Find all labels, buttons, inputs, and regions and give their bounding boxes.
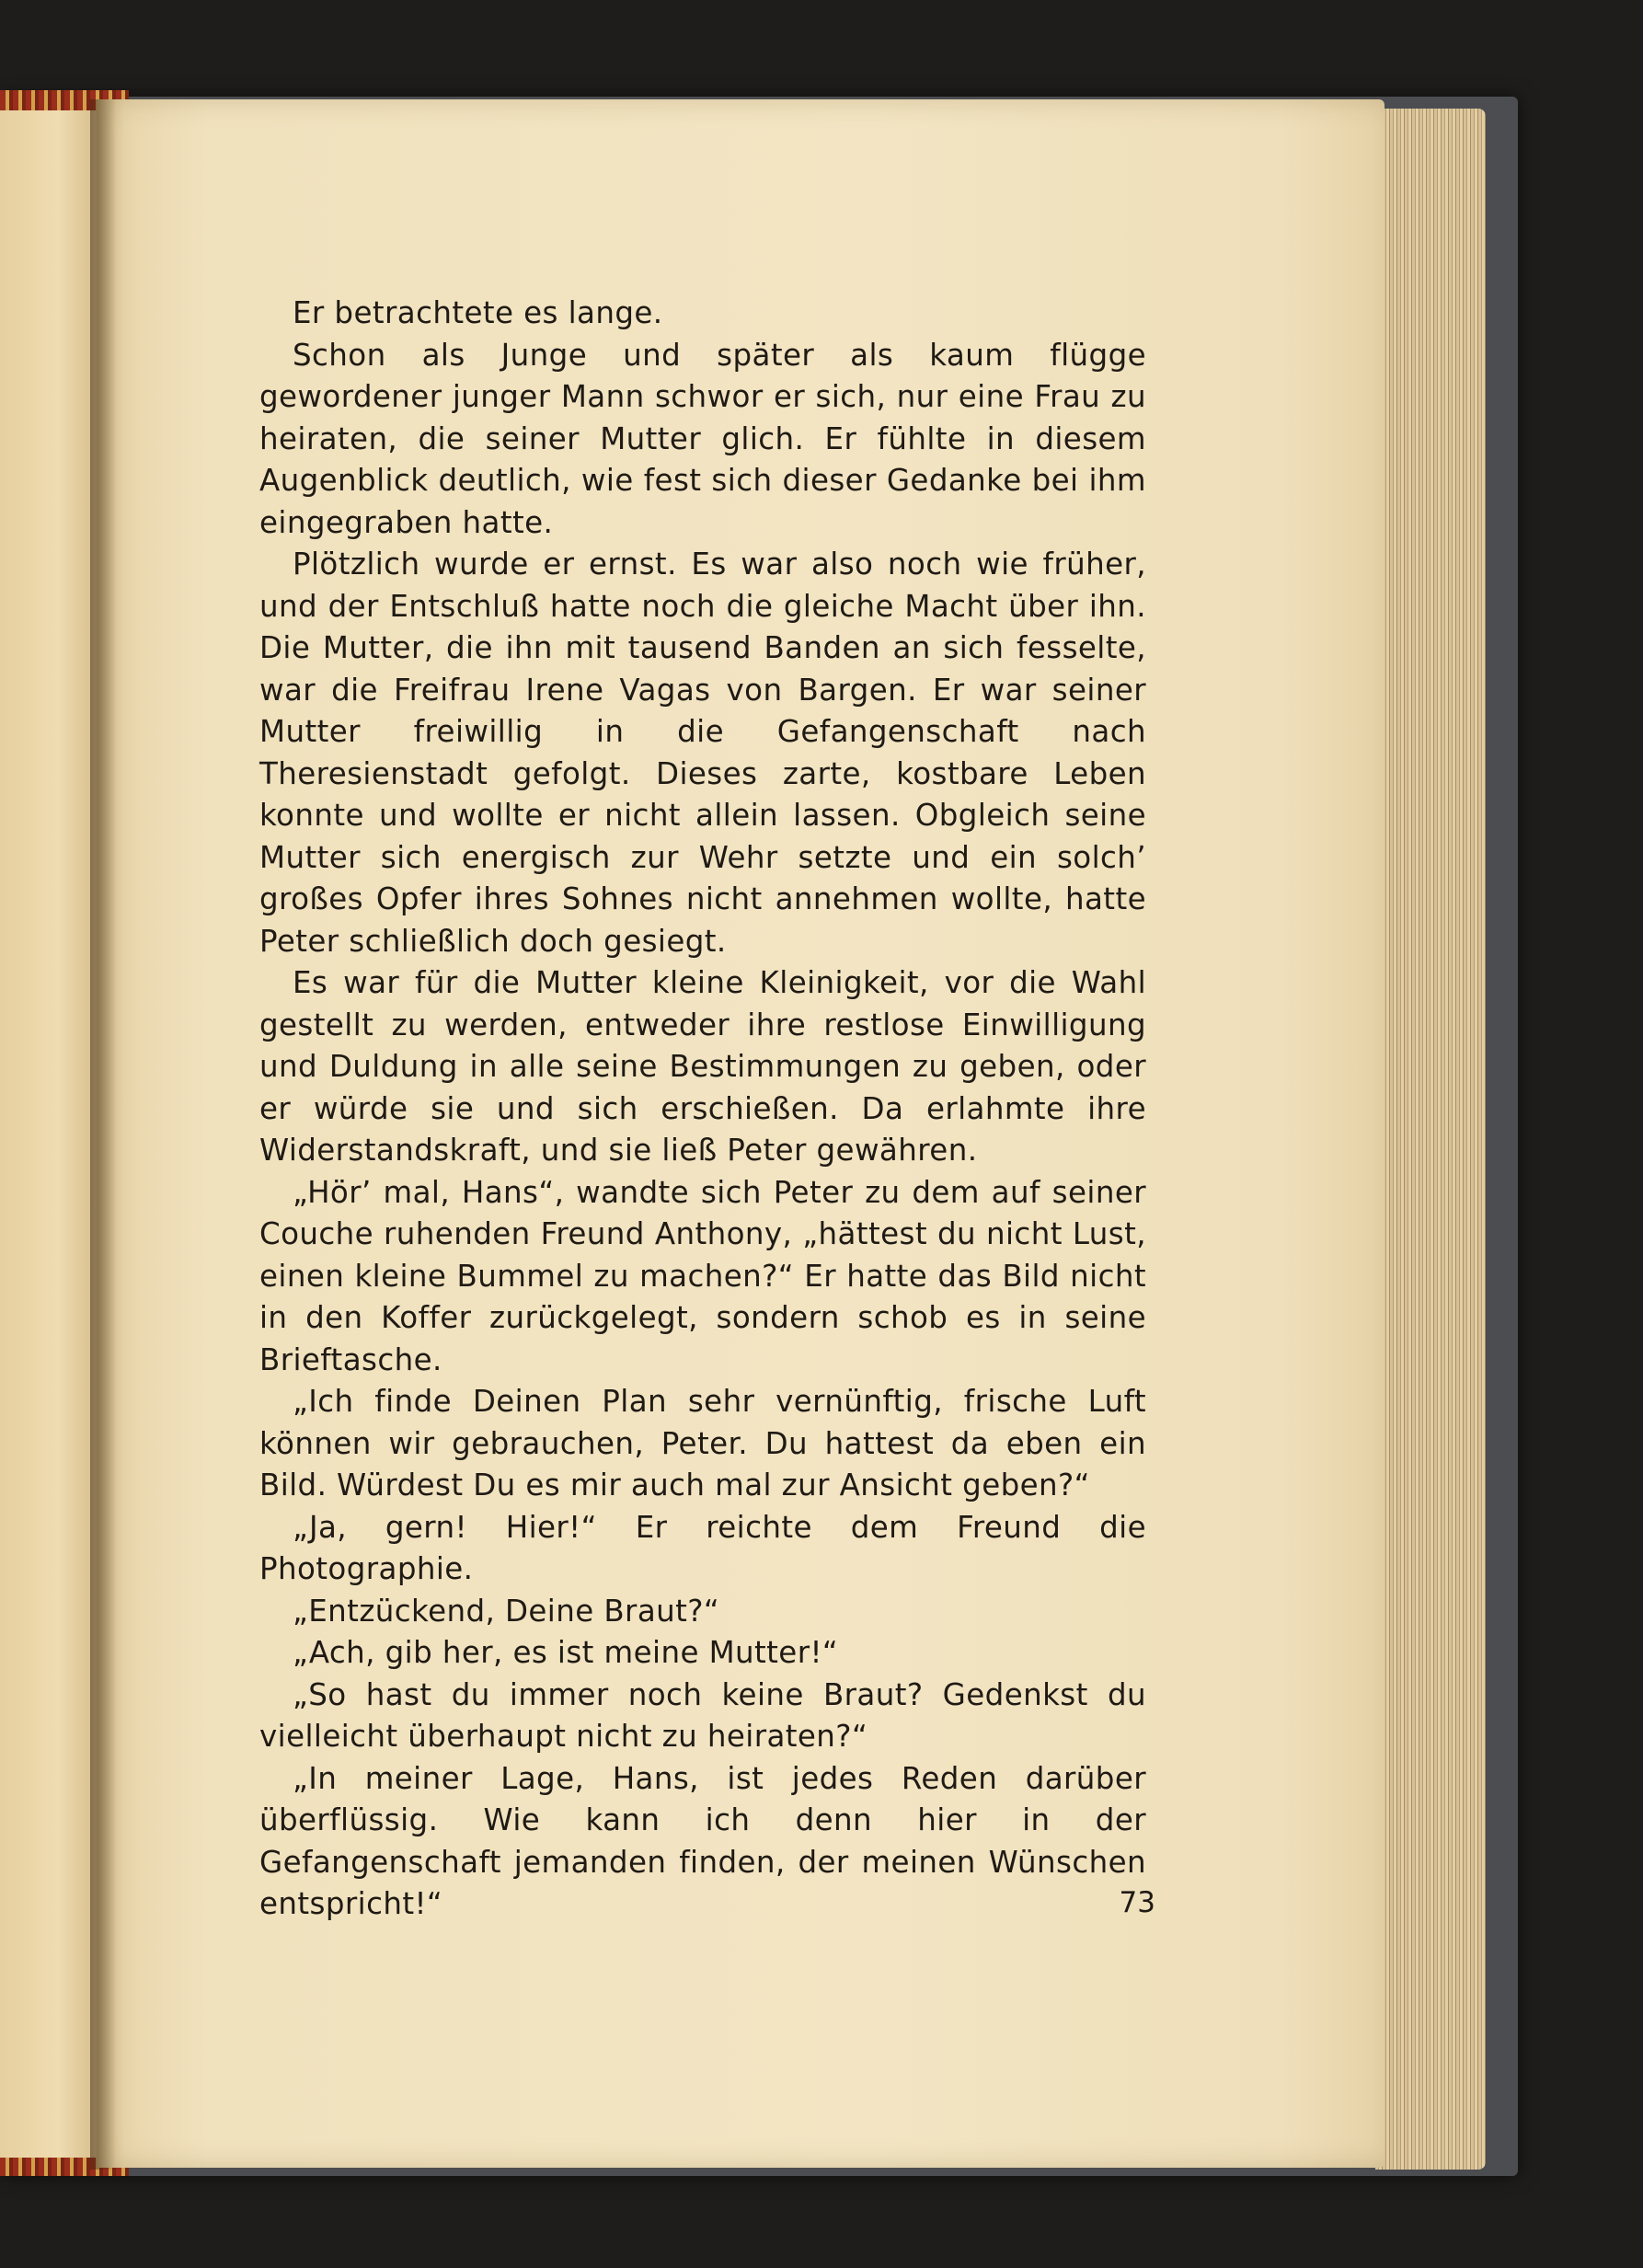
paragraph: Er betrachtete es lange. [293, 295, 663, 330]
gutter-shadow [90, 99, 116, 2170]
paragraph: Plötzlich wurde er ernst. Es war also noch wie früher, und der Entschluß hatte noch die gleiche Macht über ihn. Die Mutter, die ihn mit tausend Banden an sich fesselte, war die Freifrau Irene Vagas von Bargen. Er war seiner Mutter freiwillig in die Gefangenschaft nach Theresienstadt gefolgt. Dieses zarte, kostbare Leben konnte und wollte er nicht allein lassen. Obgleich seine Mutter sich energisch zur Wehr setzte und ein solch’ großes Opfer ihres Sohnes nicht annehmen wollte, hatte Peter schließlich doch gesiegt. [259, 547, 1146, 959]
paragraph: „Hör’ mal, Hans“, wandte sich Peter zu dem auf seiner Couche ruhenden Freund Anthony, „hättest du nicht Lust, einen kleine Bummel zu machen?“ Er hatte das Bild nicht in den Koffer zurückgelegt, sondern schob es in seine Brieftasche. [259, 1174, 1146, 1377]
paragraph: „Ich finde Deinen Plan sehr vernünftig, frische Luft können wir gebrauchen, Peter. Du hattest da eben ein Bild. Würdest Du es mir auch mal zur Ansicht geben?“ [259, 1384, 1146, 1502]
page-text [259, 293, 1146, 1926]
page-number: 73 [1119, 1886, 1155, 1919]
paragraph: „So hast du immer noch keine Braut? Gedenkst du vielleicht überhaupt nicht zu heiraten?“ [259, 1676, 1146, 1754]
paragraph: „In meiner Lage, Hans, ist jedes Reden darüber überflüssig. Wie kann ich denn hier in der Gefangenschaft jemanden finden, der meinen Wünschen entspricht!“ [259, 1760, 1146, 1921]
paragraph: „Ja, gern! Hier!“ Er reichte dem Freund die Photographie. [259, 1509, 1146, 1586]
paragraph: Es war für die Mutter kleine Kleinigkeit, vor die Wahl gestellt zu werden, entweder ihre restlose Einwilligung und Duldung in alle seine Bestimmungen zu geben, oder er würde sie und sich erschießen. Da erlahmte ihre Widerstandskraft, und sie ließ Peter gewähren. [259, 965, 1146, 1168]
paragraph: Schon als Junge und später als kaum flügge gewordener junger Mann schwor er sich, nur eine Frau zu heiraten, die seiner Mutter glich. Er fühlte in diesem Augenblick deutlich, wie fest sich dieser Gedanke bei ihm eingegraben hatte. [259, 337, 1146, 540]
paragraph: „Entzückend, Deine Braut?“ [293, 1593, 720, 1629]
paragraph: „Ach, gib her, es ist meine Mutter!“ [293, 1635, 839, 1670]
page-edges [1375, 109, 1486, 2170]
